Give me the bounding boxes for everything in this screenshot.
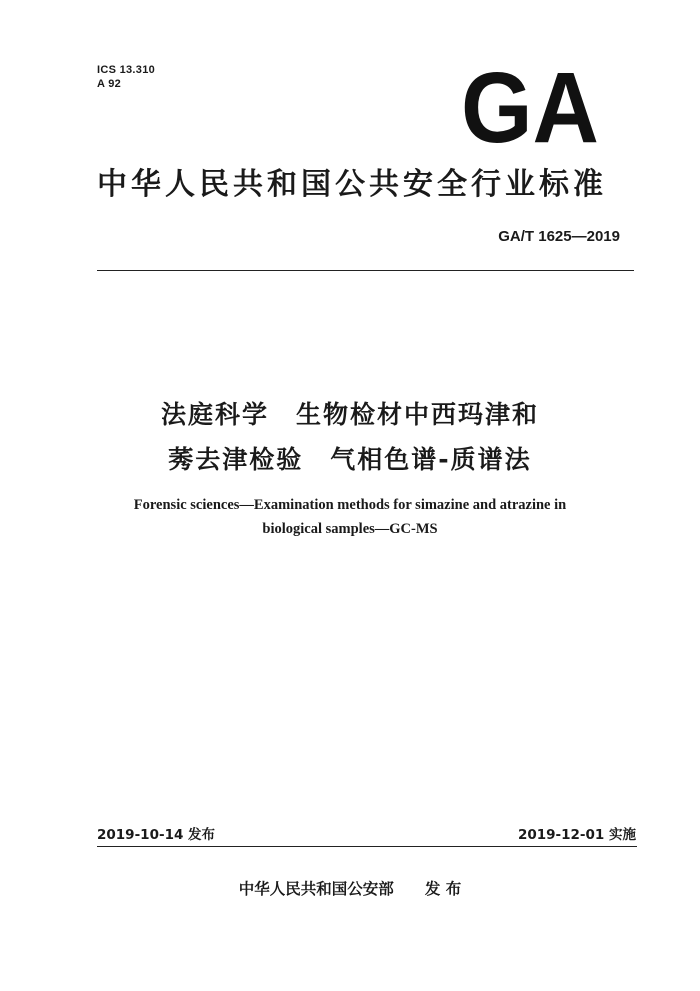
classification-codes bbox=[97, 63, 155, 91]
publisher-line bbox=[0, 877, 700, 899]
ccs-code: A 92 bbox=[97, 78, 122, 90]
chinese-title-line-2: 莠去津检验 气相色谱-质谱法 bbox=[168, 445, 532, 474]
implementation-date: 2019-12-01 实施 bbox=[517, 827, 636, 843]
english-title-line-1: Forensic sciences—Examination methods for simazine and atrazine in bbox=[133, 497, 567, 513]
publisher-action: 发 布 bbox=[424, 880, 462, 898]
publisher-name: 中华人民共和国公安部 bbox=[238, 880, 394, 898]
ics-code: ICS 13.310 bbox=[97, 64, 156, 76]
ga-logo bbox=[460, 64, 600, 154]
standard-number: GA/T 1625—2019 bbox=[498, 228, 620, 245]
standard-category-title: 中华人民共和国公共安全行业标准 bbox=[97, 167, 607, 202]
issue-date: 2019-10-14 发布 bbox=[97, 827, 216, 843]
chinese-title-line-1: 法庭科学 生物检材中西玛津和 bbox=[160, 400, 539, 429]
footer-divider bbox=[97, 846, 637, 847]
english-title-line-2: biological samples—GC-MS bbox=[262, 521, 438, 537]
header-divider bbox=[97, 270, 634, 271]
ga-logo-text: GA bbox=[461, 64, 599, 154]
